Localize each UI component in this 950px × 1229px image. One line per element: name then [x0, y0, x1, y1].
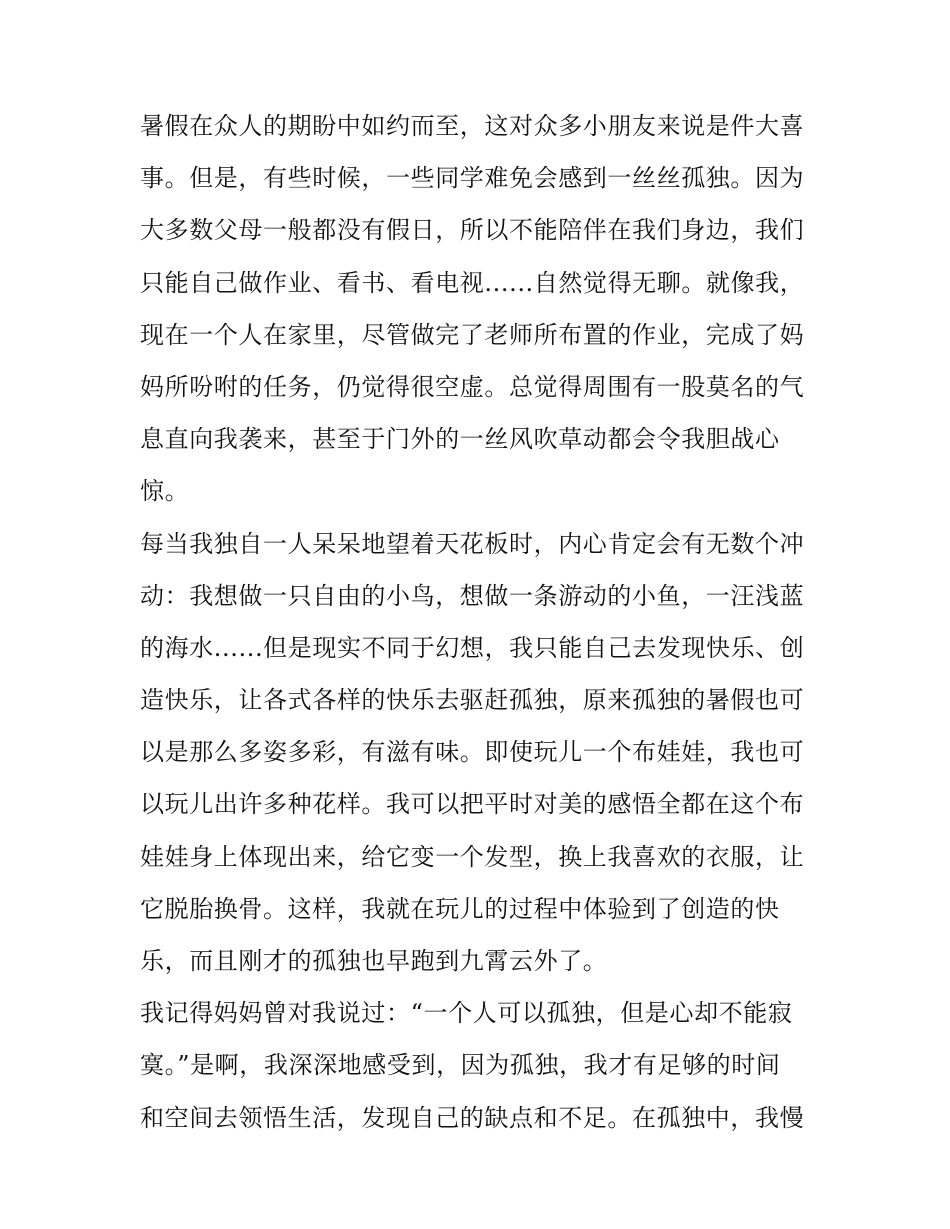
text-line: 娃娃身上体现出来，给它变一个发型，换上我喜欢的衣服，让: [140, 842, 805, 871]
text-line: 事。但是，有些时候，一些同学难免会感到一丝丝孤独。因为: [140, 164, 805, 193]
text-line: 我记得妈妈曾对我说过：“一个人可以孤独，但是心却不能寂: [140, 999, 793, 1028]
text-line: 大多数父母一般都没有假日，所以不能陪伴在我们身边，我们: [140, 216, 805, 245]
text-line: 以玩儿出许多种花样。我可以把平时对美的感悟全都在这个布: [140, 790, 805, 819]
text-line: 动：我想做一只自由的小鸟，想做一条游动的小鱼，一汪浅蓝: [140, 581, 805, 610]
text-line: 现在一个人在家里，尽管做完了老师所布置的作业，完成了妈: [140, 320, 805, 349]
text-line: 它脱胎换骨。这样，我就在玩儿的过程中体验到了创造的快: [140, 894, 780, 923]
text-line: 以是那么多姿多彩，有滋有味。即使玩儿一个布娃娃，我也可: [140, 738, 805, 767]
text-line: 乐，而且刚才的孤独也早跑到九霄云外了。: [140, 947, 608, 975]
document-body: [140, 104, 820, 1148]
text-line: 和空间去领悟生活，发现自己的缺点和不足。在孤独中，我慢: [140, 1103, 805, 1132]
text-line: 的海水......但是现实不同于幻想，我只能自己去发现快乐、创: [140, 633, 805, 662]
text-line: 息直向我袭来，甚至于门外的一丝风吹草动都会令我胆战心: [140, 425, 780, 454]
text-line: 惊。: [140, 477, 190, 506]
text-line: 只能自己做作业、看书、看电视......自然觉得无聊。就像我，: [140, 268, 805, 297]
text-line: 造快乐，让各式各样的快乐去驱赶孤独，原来孤独的暑假也可: [140, 686, 805, 715]
text-line: 暑假在众人的期盼中如约而至，这对众多小朋友来说是件大喜: [140, 112, 805, 140]
text-line: 妈所吩咐的任务，仍觉得很空虚。总觉得周围有一股莫名的气: [140, 372, 805, 401]
text-line: 每当我独自一人呆呆地望着天花板时，内心肯定会有无数个冲: [140, 529, 805, 558]
text-line: 寞。”是啊，我深深地感受到，因为孤独，我才有足够的时间: [140, 1051, 781, 1080]
